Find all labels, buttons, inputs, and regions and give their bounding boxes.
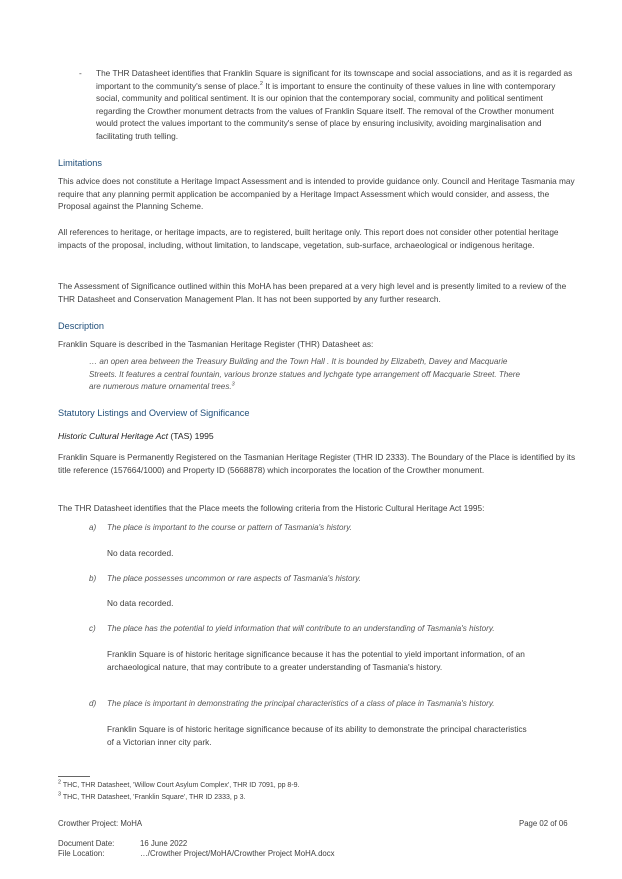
criterion-c-text: The place has the potential to yield information that will contribute to an understanding of Tasmania's history. — [107, 624, 495, 633]
criterion-b-text: The place possesses uncommon or rare aspects of Tasmania's history. — [107, 574, 361, 583]
act-subheading — [58, 431, 214, 441]
footer-date-label: Document Date: — [58, 839, 115, 848]
act-jurisdiction: (TAS) 1995 — [168, 431, 214, 441]
limitations-paragraph-3: The Assessment of Significance outlined within this MoHA has been prepared at a very high level and is presently limited to a review of the THR Datasheet and Conservation Management Plan. It has not been supported by any further research. — [58, 281, 567, 304]
footer-date-value: 16 June 2022 — [140, 839, 188, 848]
description-heading: Description — [58, 321, 104, 331]
footnote-3-number: 3 — [58, 791, 62, 798]
quote-text: … an open area between the Treasury Building and the Town Hall . It is bounded by Elizabeth, Davey and Macquarie Streets. It features a central fountain, various bronze statues and lychgate type arrangement off Macquarie Street. There are numerous mature ornamental trees. — [89, 357, 521, 391]
criterion-a-body: No data recorded. — [107, 548, 174, 558]
criterion-d-label: d) — [89, 699, 97, 708]
statutory-paragraph-2: The THR Datasheet identifies that the Place meets the following criteria from the Historic Cultural Heritage Act 1995: — [58, 503, 485, 513]
footer-location-label: File Location: — [58, 849, 105, 858]
criterion-a-label: a) — [89, 523, 97, 532]
act-name: Historic Cultural Heritage Act — [58, 431, 169, 441]
footnote-divider — [58, 776, 90, 777]
criterion-d-text: The place is important in demonstrating the principal characteristics of a class of place in Tasmania's history. — [107, 699, 495, 708]
footnote-2 — [58, 781, 299, 791]
footnote-ref-3[interactable]: 3 — [231, 381, 235, 388]
footnote-2-text: THC, THR Datasheet, 'Willow Court Asylum Complex', THR ID 7091, pp 8-9. — [61, 782, 300, 789]
description-quote — [89, 356, 529, 394]
limitations-paragraph-1: This advice does not constitute a Heritage Impact Assessment and is intended to provide guidance only. Council and Heritage Tasmania may require that any planning permit application be accompanied by a Heritage Impact Assessment which would consider, and assess, the Proposal against the Planning Scheme. — [58, 176, 575, 211]
bullet-dash: - — [79, 68, 82, 78]
description-paragraph: Franklin Square is described in the Tasmanian Heritage Register (THR) Datasheet as: — [58, 339, 374, 349]
statutory-paragraph-1: Franklin Square is Permanently Registered on the Tasmanian Heritage Register (THR ID 2333). The Boundary of the Place is identified by its title reference (157664/1000) and Property ID (5668878) which incorporates the location of the Crowther monument. — [58, 452, 576, 475]
criterion-b-body: No data recorded. — [107, 598, 174, 608]
criterion-b-label: b) — [89, 574, 97, 583]
bullet-text-start: The THR Datasheet identifies that Franklin Square is significant for its townscape and social associations, and as it is regarded as important to the community's sense of place. — [96, 68, 573, 91]
footnote-ref-2[interactable]: 2 — [259, 80, 263, 87]
limitations-heading: Limitations — [58, 158, 102, 168]
bullet-text-end: It is important to ensure the continuity of these values in line with contemporary social, community and political sentiment. It is our opinion that the contemporary social, community and political sentiment regarding the Crowther monument detracts from the values of Franklin Square itself. The removal of the Crowther monument would protect the values important to the community's sense of place by ensuring inclusivity, avoiding marginalisation and facilitating truth telling. — [96, 80, 556, 141]
criterion-a-text: The place is important to the course or pattern of Tasmania's history. — [107, 523, 352, 532]
statutory-heading: Statutory Listings and Overview of Significance — [58, 408, 250, 418]
footnote-2-number: 2 — [58, 779, 62, 786]
footer-project: Crowther Project: MoHA — [58, 819, 143, 828]
limitations-paragraph-2: All references to heritage, or heritage impacts, are to registered, built heritage only. This report does not consider other potential heritage impacts of the proposal, including, without limitation, to landscape, vegetation, sub-surface, archaeological or indigenous heritage. — [58, 227, 559, 250]
footer-location-value: …/Crowther Project/MoHA/Crowther Project MoHA.docx — [140, 849, 335, 858]
criterion-c-body: Franklin Square is of historic heritage significance because it has the potential to yield important information, of an archaeological nature, that may contribute to a greater understanding of Tasmania's history. — [107, 649, 525, 672]
footer-page-number: Page 02 of 06 — [519, 819, 568, 828]
bullet-paragraph — [96, 67, 576, 142]
criterion-d-body: Franklin Square is of historic heritage significance because of its ability to demonstrate the principal characteristics of a Victorian inner city park. — [107, 724, 527, 747]
footnote-3 — [58, 793, 245, 803]
footnote-3-text: THC, THR Datasheet, 'Franklin Square', THR ID 2333, p 3. — [61, 794, 246, 801]
criterion-c-label: c) — [89, 624, 96, 633]
